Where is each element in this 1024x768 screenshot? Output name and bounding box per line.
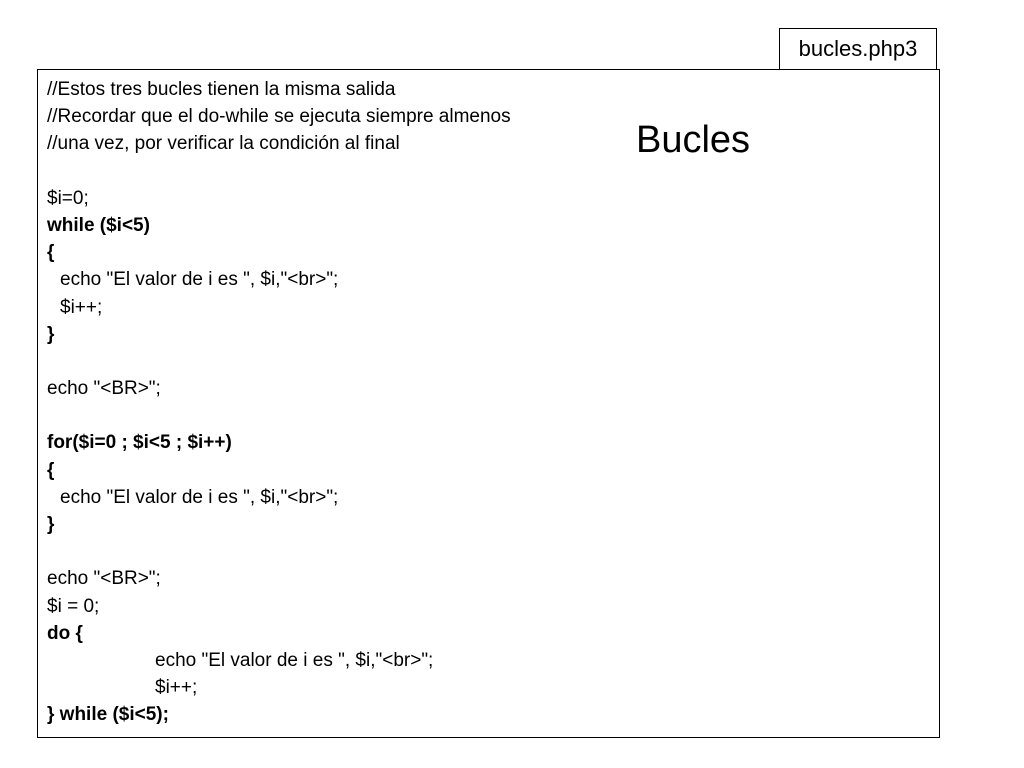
code-line-brace: { — [47, 459, 55, 481]
filename-label: bucles.php3 — [779, 28, 937, 70]
code-line-while: while ($i<5) — [47, 214, 150, 236]
code-line-brace: { — [47, 242, 55, 264]
code-line-brace: } — [47, 323, 55, 345]
code-line-blank — [47, 348, 511, 375]
code-listing — [47, 76, 511, 729]
code-line-blank — [47, 538, 511, 565]
code-line: echo "El valor de i es ", $i,"<br>"; — [60, 486, 339, 508]
code-line: $i=0; — [47, 187, 89, 209]
code-line: echo "El valor de i es ", $i,"<br>"; — [155, 649, 434, 671]
code-line-brace: } — [47, 514, 55, 535]
code-line: echo "El valor de i es ", $i,"<br>"; — [60, 269, 339, 291]
code-line: echo "<BR>"; — [47, 568, 161, 590]
code-line-do: do { — [47, 622, 83, 644]
code-line: $i = 0; — [47, 595, 100, 617]
code-line-do-while: } while ($i<5); — [47, 704, 169, 726]
slide-title: Bucles — [636, 119, 751, 161]
code-line-comment: //Estos tres bucles tienen la misma salida — [47, 79, 396, 100]
code-line-for: for($i=0 ; $i<5 ; $i++) — [47, 432, 232, 454]
code-line-blank — [47, 158, 511, 185]
code-line: $i++; — [155, 677, 198, 699]
code-line-comment: //Recordar que el do-while se ejecuta siempre almenos — [47, 106, 511, 128]
code-line-comment: //una vez, por verificar la condición al final — [47, 133, 400, 155]
code-line-blank — [47, 402, 511, 429]
code-line: echo "<BR>"; — [47, 378, 161, 400]
code-line: $i++; — [60, 296, 103, 318]
